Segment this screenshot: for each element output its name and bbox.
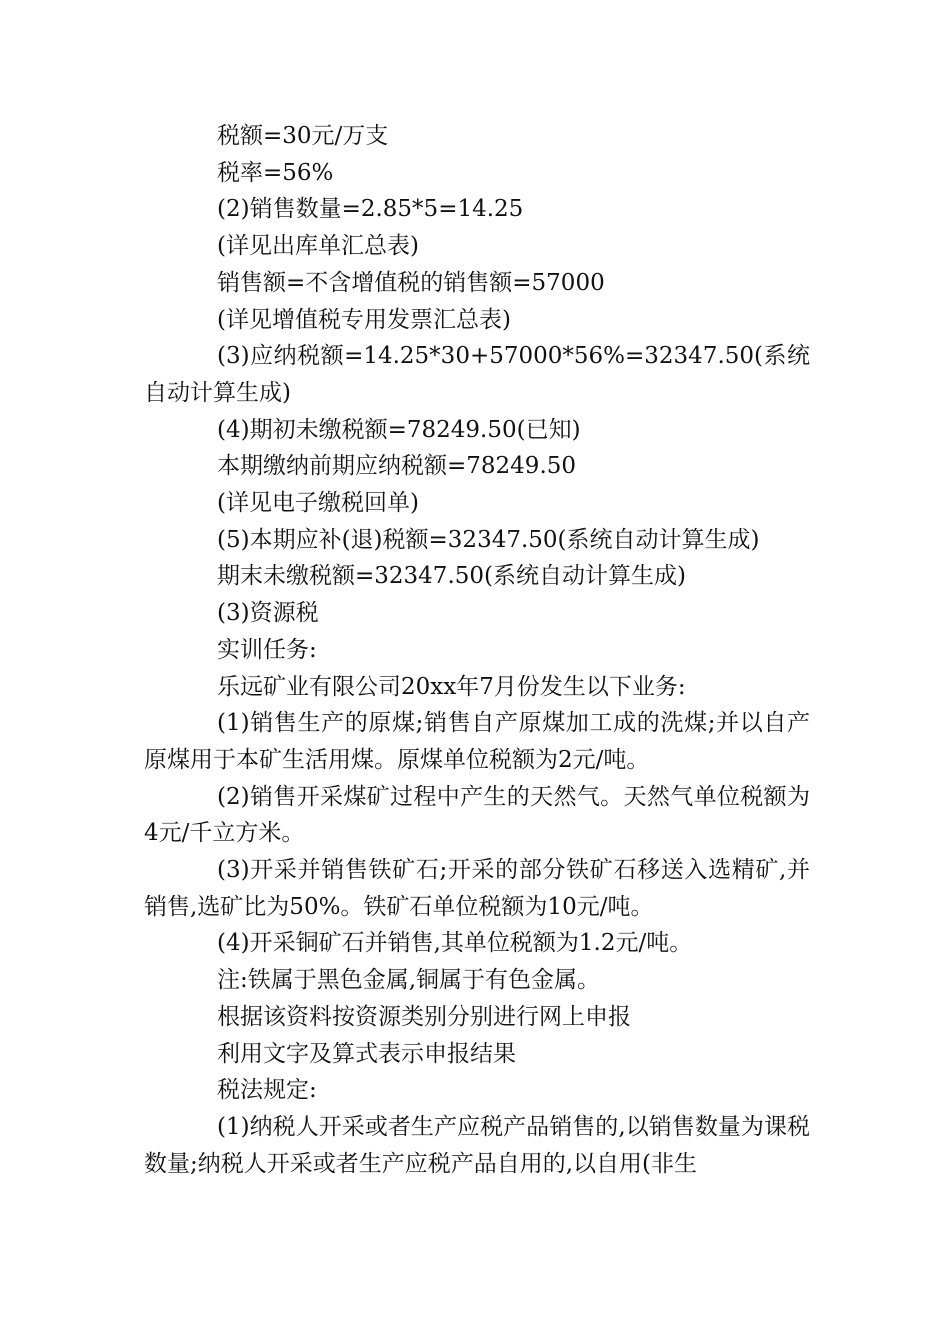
paragraph-tax-law-rule-1: (1)纳税人开采或者生产应税产品销售的,以销售数量为课税数量;纳税人开采或者生产应税产品自用的,以自用(非生 — [144, 1113, 810, 1177]
paragraph-item-iron-ore: (3)开采并销售铁矿石;开采的部分铁矿石移送入选精矿,并销售,选矿比为50%。铁矿石单位税额为10元/吨。 — [144, 857, 810, 920]
paragraph-training-task: 实训任务: — [217, 636, 317, 663]
paragraph-electronic-receipt: (详见电子缴税回单) — [217, 490, 419, 517]
paragraph-express-results: 利用文字及算式表示申报结果 — [217, 1040, 516, 1067]
paragraph-tax-payable: (3)应纳税额=14.25*30+57000*56%=32347.50(系统自动计算生成) — [144, 343, 810, 406]
paragraph-sales-quantity: (2)销售数量=2.85*5=14.25 — [217, 196, 524, 223]
paragraph-prior-period-paid: 本期缴纳前期应纳税额=78249.50 — [217, 453, 577, 480]
paragraph-sales-amount: 销售额=不含增值税的销售额=57000 — [217, 269, 605, 296]
document-body — [144, 118, 810, 1182]
paragraph-tax-amount: 税额=30元/万支 — [217, 123, 389, 149]
section-heading-resource-tax: (3)资源税 — [217, 600, 319, 627]
paragraph-closing-unpaid: 期末未缴税额=32347.50(系统自动计算生成) — [217, 563, 686, 590]
paragraph-supplement-refund: (5)本期应补(退)税额=32347.50(系统自动计算生成) — [217, 526, 760, 553]
paragraph-vat-invoice-summary: (详见增值税专用发票汇总表) — [217, 306, 511, 333]
paragraph-opening-unpaid: (4)期初未缴税额=78249.50(已知) — [217, 416, 581, 443]
paragraph-item-natural-gas: (2)销售开采煤矿过程中产生的天然气。天然气单位税额为4元/千立方米。 — [144, 783, 810, 847]
paragraph-tax-law-heading: 税法规定: — [217, 1077, 317, 1104]
paragraph-company-intro: 乐远矿业有限公司20xx年7月份发生以下业务: — [217, 673, 686, 700]
paragraph-item-coal: (1)销售生产的原煤;销售自产原煤加工成的洗煤;并以自产原煤用于本矿生活用煤。原煤单位税额为2元/吨。 — [144, 710, 810, 773]
paragraph-tax-rate: 税率=56% — [217, 159, 334, 186]
paragraph-note-metals: 注:铁属于黑色金属,铜属于有色金属。 — [217, 967, 601, 994]
paragraph-declare-by-category: 根据该资料按资源类别分别进行网上申报 — [217, 1003, 631, 1030]
paragraph-outbound-summary: (详见出库单汇总表) — [217, 233, 419, 260]
paragraph-item-copper-ore: (4)开采铜矿石并销售,其单位税额为1.2元/吨。 — [217, 930, 693, 957]
